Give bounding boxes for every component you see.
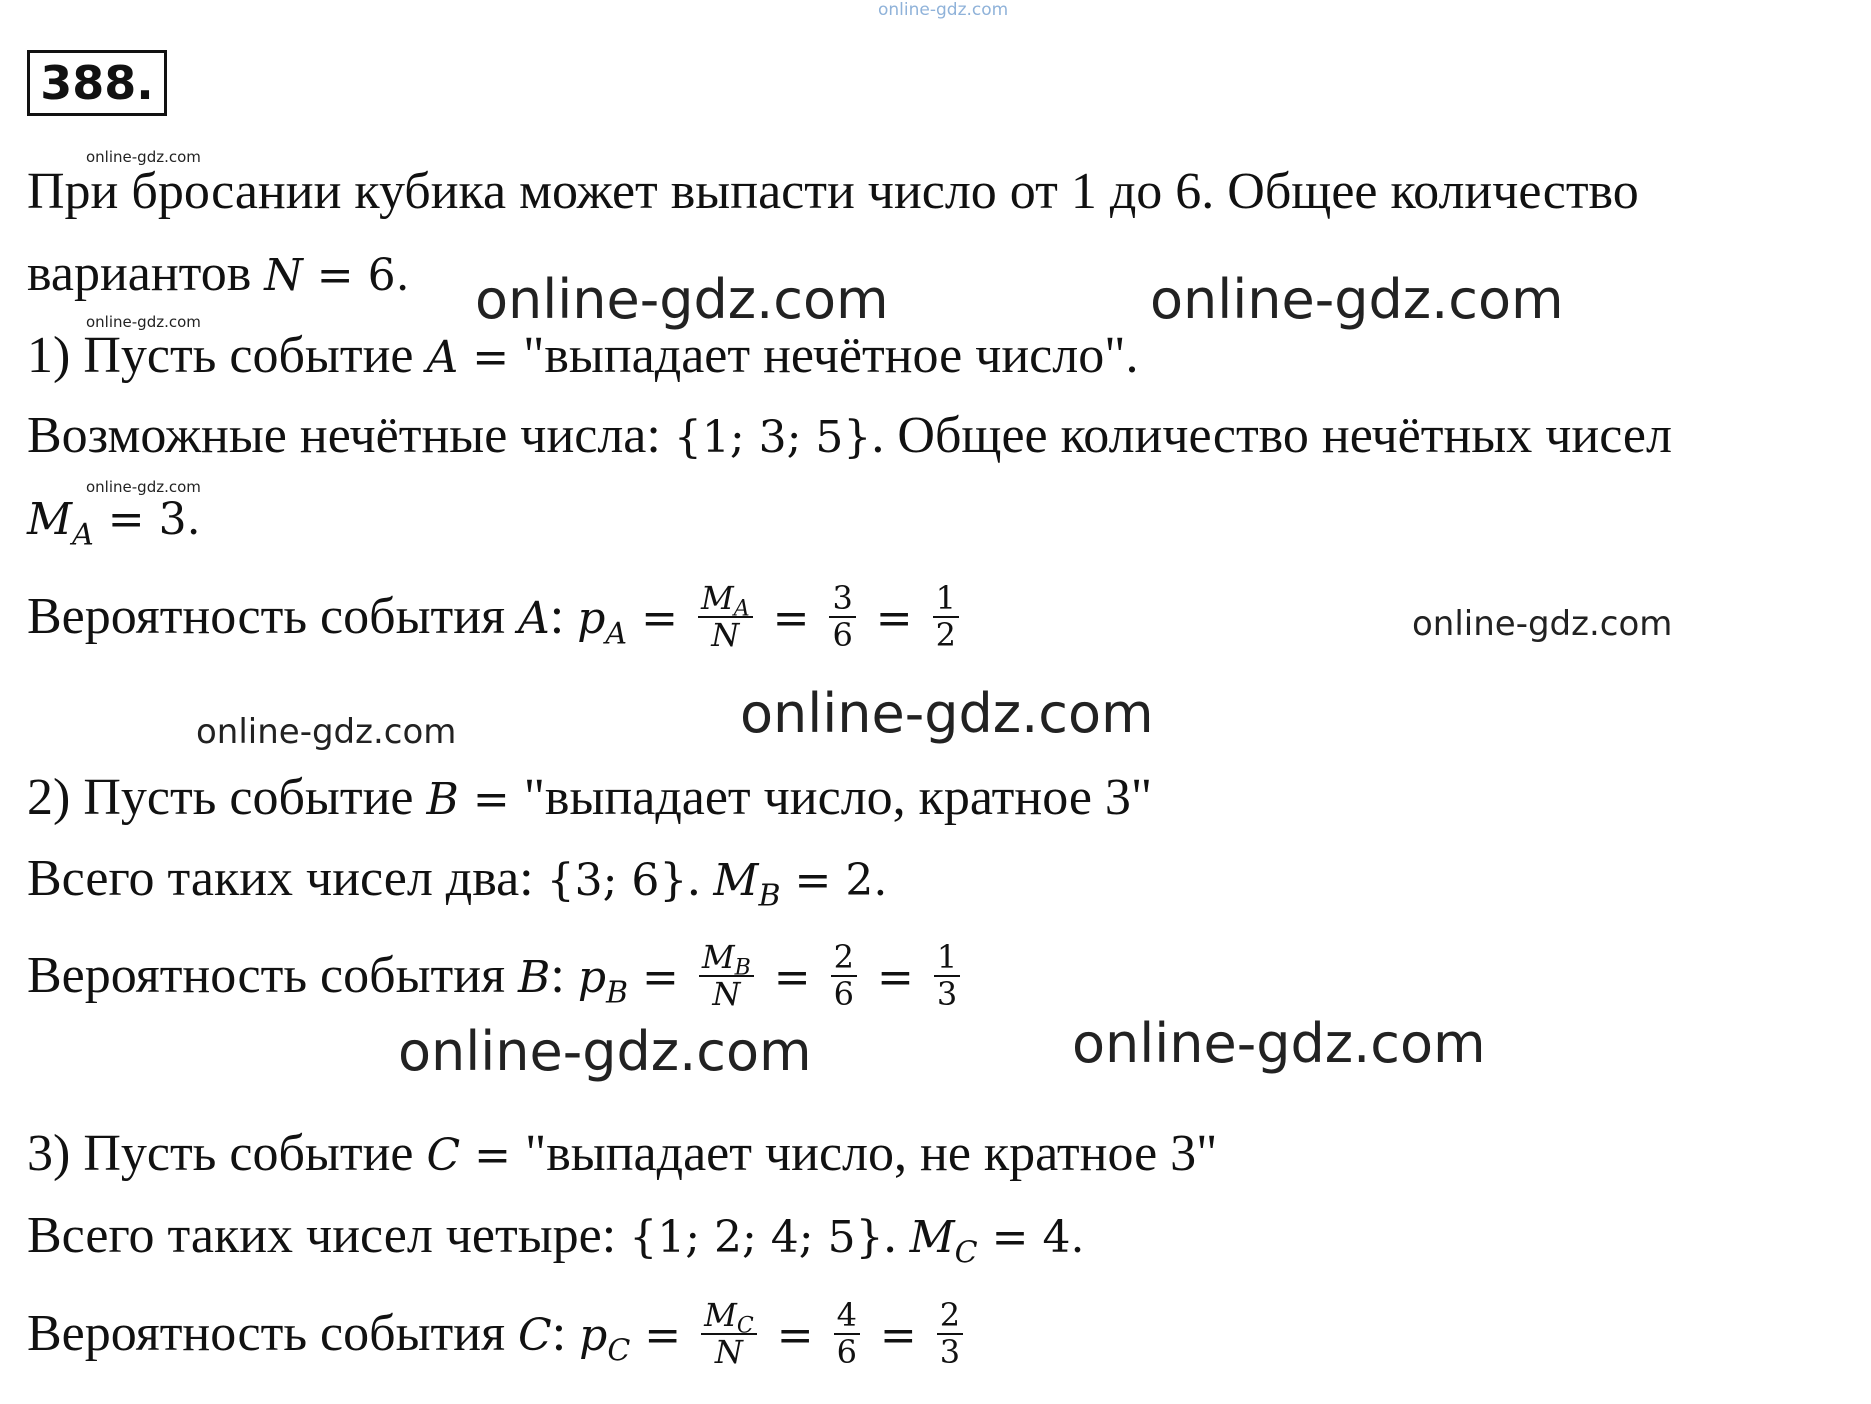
count-eq: = 2. — [780, 855, 888, 906]
intro-eq: = 6. — [302, 250, 410, 301]
prob-text: Вероятность события — [27, 947, 519, 1005]
intro-line-1 — [27, 163, 1639, 220]
frac-den: N — [712, 975, 741, 1014]
watermark: online-gdz.com — [86, 478, 201, 496]
sub-c: C — [607, 1333, 631, 1369]
frac-num — [701, 1296, 757, 1339]
part3-head — [27, 1125, 1218, 1182]
count-eq: = 4. — [977, 1212, 1085, 1263]
frac-num: 1 — [933, 581, 959, 618]
sub-a: A — [72, 517, 94, 553]
frac-num-sub: C — [736, 1313, 754, 1339]
fraction-3 — [937, 1298, 963, 1370]
frac-den: 3 — [936, 975, 958, 1014]
part3-head-text: 3) Пусть событие — [27, 1125, 427, 1182]
part3-prob — [27, 1296, 969, 1374]
watermark: online-gdz.com — [1072, 1012, 1486, 1075]
frac-den: N — [714, 1333, 743, 1372]
event-b: "выпадает число, кратное 3" — [523, 769, 1153, 826]
eq-sign: = — [865, 1310, 931, 1362]
eq-sign: = — [628, 952, 693, 1004]
dot: . — [883, 1207, 910, 1264]
event-a: "выпадает нечётное число". — [523, 327, 1139, 384]
var-a: A — [426, 332, 459, 383]
frac-den: 6 — [836, 1333, 857, 1372]
eq-sign: = — [460, 1130, 526, 1181]
colon: : — [551, 1305, 580, 1363]
dot: . — [687, 850, 714, 907]
part1-possible — [27, 407, 1672, 464]
part1-count — [27, 492, 201, 553]
eq-sign: = — [759, 952, 825, 1004]
frac-num-sub: A — [733, 596, 750, 622]
var-c: C — [426, 1130, 461, 1181]
fraction-3 — [934, 940, 960, 1012]
problem-number: 388. — [27, 50, 167, 116]
event-c: "выпадает число, не кратное 3" — [525, 1125, 1218, 1182]
sub-a: A — [605, 616, 628, 652]
set-b: {3; 6} — [546, 855, 688, 906]
frac-den: 3 — [939, 1333, 961, 1372]
frac-den: 2 — [935, 616, 956, 655]
fraction-3 — [933, 581, 959, 653]
var-a: A — [518, 593, 550, 645]
watermark: online-gdz.com — [398, 1020, 812, 1083]
set-c: {1; 2; 4; 5} — [629, 1212, 884, 1263]
sub-b: B — [758, 878, 781, 914]
var-b: B — [518, 952, 551, 1004]
part1-prob — [27, 579, 965, 657]
var-m: M — [909, 1212, 955, 1263]
fraction-2 — [831, 940, 857, 1012]
eq-sign: = — [458, 774, 524, 825]
frac-num — [699, 938, 754, 981]
possible-tail: . Общее количество нечётных чисел — [871, 407, 1672, 464]
frac-num-sub: B — [734, 955, 751, 981]
frac-num: 2 — [831, 940, 857, 977]
watermark: online-gdz.com — [196, 712, 457, 752]
var-p: p — [579, 1310, 608, 1362]
part1-head-text: 1) Пусть событие — [27, 327, 427, 384]
var-m: M — [713, 855, 759, 906]
watermark: online-gdz.com — [86, 313, 201, 331]
part1-head — [27, 327, 1139, 384]
eq-sign: = — [762, 1310, 828, 1362]
intro-line-2 — [27, 245, 410, 302]
fraction-1 — [701, 1298, 757, 1370]
frac-den: 6 — [833, 975, 855, 1014]
eq-sign: = — [758, 593, 824, 645]
count-eq: = 3. — [93, 494, 201, 545]
header-watermark: online-gdz.com — [878, 0, 1009, 20]
frac-num-var: M — [701, 938, 735, 976]
eq-sign: = — [630, 1310, 696, 1362]
var-p: p — [577, 952, 606, 1004]
count-text: Всего таких чисел четыре: — [27, 1207, 630, 1264]
var-m: M — [27, 494, 73, 545]
watermark: online-gdz.com — [86, 148, 201, 166]
watermark: online-gdz.com — [475, 268, 889, 331]
eq-sign: = — [863, 952, 928, 1004]
fraction-1 — [699, 940, 754, 1012]
possible-text: Возможные нечётные числа: — [27, 407, 674, 464]
part2-count — [27, 850, 888, 914]
frac-num-var: M — [704, 1296, 737, 1334]
var-p: p — [577, 593, 606, 645]
frac-num: 3 — [829, 581, 855, 618]
watermark: online-gdz.com — [1412, 604, 1673, 644]
frac-den: N — [711, 616, 740, 655]
prob-text: Вероятность события — [27, 588, 519, 646]
frac-num: 2 — [937, 1298, 963, 1335]
fraction-2 — [829, 581, 855, 653]
count-text: Всего таких чисел два: — [27, 850, 547, 907]
prob-text: Вероятность события — [27, 1305, 519, 1363]
frac-num: 1 — [934, 940, 960, 977]
eq-sign: = — [861, 593, 927, 645]
intro-text: вариантов — [27, 245, 265, 302]
fraction-1 — [698, 581, 753, 653]
frac-num: 4 — [834, 1298, 860, 1335]
sub-c: C — [954, 1235, 978, 1271]
frac-num — [698, 579, 753, 622]
var-n: N — [264, 250, 303, 301]
colon: : — [549, 588, 578, 646]
watermark: online-gdz.com — [740, 682, 1154, 745]
part3-count — [27, 1207, 1085, 1271]
frac-num-var: M — [700, 579, 734, 617]
set-a: {1; 3; 5} — [673, 412, 872, 463]
var-c: C — [518, 1310, 552, 1362]
colon: : — [550, 947, 578, 1005]
eq-sign: = — [458, 332, 524, 383]
intro-text: При бросании кубика может выпасти число от 1 до 6. Общее количество — [27, 163, 1639, 220]
fraction-2 — [834, 1298, 860, 1370]
part2-head-text: 2) Пусть событие — [27, 769, 427, 826]
sub-b: B — [605, 975, 629, 1011]
part2-prob — [27, 938, 966, 1016]
watermark: online-gdz.com — [1150, 268, 1564, 331]
part2-head — [27, 769, 1153, 826]
eq-sign: = — [627, 593, 692, 645]
var-b: B — [426, 774, 459, 825]
frac-den: 6 — [832, 616, 853, 655]
